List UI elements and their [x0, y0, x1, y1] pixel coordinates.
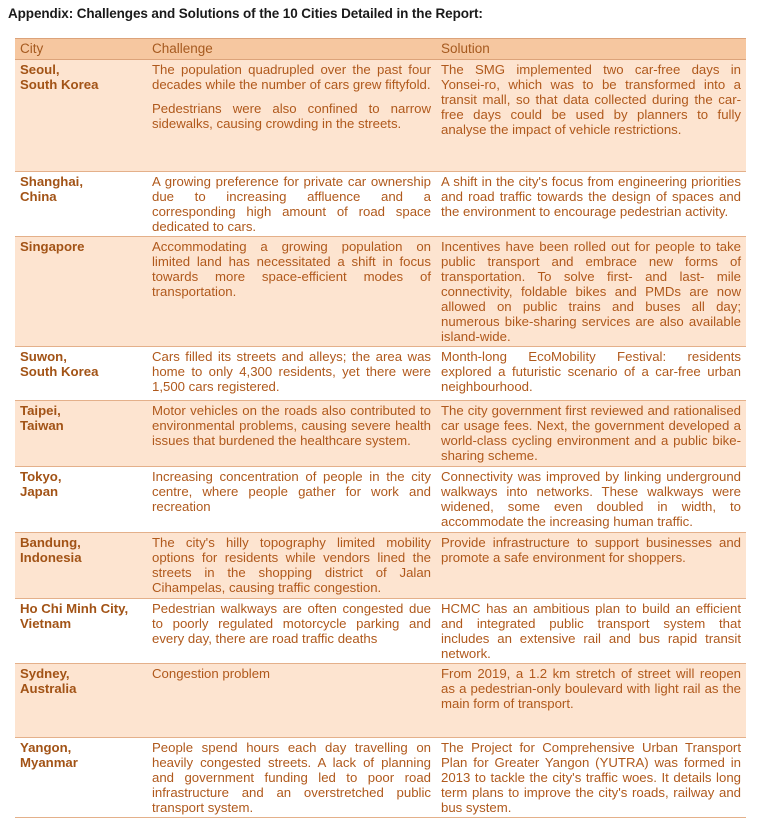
city-country: South Korea — [20, 77, 99, 92]
city-cell — [15, 467, 147, 533]
solution-cell: Provide infrastructure to support businesses and promote a safe environment for shoppers. — [436, 533, 746, 599]
challenge-cell — [147, 60, 436, 172]
city-country: Australia — [20, 681, 77, 696]
city-cell — [15, 738, 147, 818]
city-country: Indonesia — [20, 550, 82, 565]
city-name: Taipei, — [20, 403, 61, 418]
city-country: Vietnam — [20, 616, 72, 631]
challenge-cell: Congestion problem — [147, 664, 436, 738]
city-name: Yangon, — [20, 740, 72, 755]
solution-cell: Incentives have been rolled out for people to take public transport and embrace new forms of transportation. To solve first- and last- mile connectivity, foldable bikes and PMDs are now allowed on public trains and buses all day; numerous bike-sharing services are also available island-wide. — [436, 237, 746, 347]
table-row — [15, 60, 746, 172]
solution-cell: The Project for Comprehensive Urban Transport Plan for Greater Yangon (YUTRA) was formed in 2013 to tackle the city's traffic woes. It details long term plans to improve the city's roads, railway and bus system. — [436, 738, 746, 818]
solution-cell: The city government first reviewed and rationalised car usage fees. Next, the government developed a world-class cycling environment and a public bike-sharing scheme. — [436, 401, 746, 467]
solution-cell: The SMG implemented two car-free days in Yonsei-ro, which was to be transformed into a transit mall, so that data collected during the car-free days could be used by planners to fully analyse the impact of vehicle restrictions. — [436, 60, 746, 172]
city-country: South Korea — [20, 364, 99, 379]
table-row — [15, 347, 746, 401]
challenge-cell: Motor vehicles on the roads also contributed to environmental problems, causing severe health issues that burdened the healthcare system. — [147, 401, 436, 467]
city-name: Ho Chi Minh City, — [20, 601, 129, 616]
challenge-text: The population quadrupled over the past four decades while the number of cars grew fiftyfold. — [152, 62, 431, 92]
table-row — [15, 172, 746, 237]
page-title: Appendix: Challenges and Solutions of the 10 Cities Detailed in the Report: — [8, 6, 483, 21]
city-country: Japan — [20, 484, 59, 499]
city-country: Taiwan — [20, 418, 64, 433]
city-name: Singapore — [20, 239, 85, 254]
city-country: China — [20, 189, 57, 204]
table-row — [15, 664, 746, 738]
city-country: Myanmar — [20, 755, 78, 770]
challenge-cell: A growing preference for private car ownership due to increasing affluence and a corresponding high amount of road space dedicated to cars. — [147, 172, 436, 237]
solution-cell: A shift in the city's focus from engineering priorities and road traffic towards the design of spaces and the environment to encourage pedestrian activity. — [436, 172, 746, 237]
city-name: Seoul, — [20, 62, 60, 77]
challenge-cell: Accommodating a growing population on limited land has necessitated a shift in focus towards more space-efficient modes of transportation. — [147, 237, 436, 347]
table-row — [15, 401, 746, 467]
header-solution: Solution — [436, 39, 746, 60]
city-cell — [15, 599, 147, 664]
city-name: Bandung, — [20, 535, 81, 550]
challenge-text-2: Pedestrians were also confined to narrow sidewalks, causing crowding in the streets. — [152, 101, 431, 131]
city-cell — [15, 401, 147, 467]
city-cell — [15, 533, 147, 599]
header-row — [15, 39, 746, 60]
header-challenge: Challenge — [147, 39, 436, 60]
cities-table — [15, 38, 746, 818]
city-name: Tokyo, — [20, 469, 62, 484]
challenge-cell: Increasing concentration of people in the city centre, where people gather for work and recreation — [147, 467, 436, 533]
solution-cell: Connectivity was improved by linking underground walkways into networks. These walkways were widened, some even doubled in width, to accommodate the increasing human traffic. — [436, 467, 746, 533]
table-row — [15, 533, 746, 599]
table-row — [15, 599, 746, 664]
city-cell — [15, 237, 147, 347]
solution-cell: Month-long EcoMobility Festival: residents explored a futuristic scenario of a car-free urban neighbourhood. — [436, 347, 746, 401]
challenge-cell: Pedestrian walkways are often congested due to poorly regulated motorcycle parking and every day, there are road traffic deaths — [147, 599, 436, 664]
header-city: City — [15, 39, 147, 60]
table-row — [15, 467, 746, 533]
challenge-cell: Cars filled its streets and alleys; the area was home to only 4,300 residents, yet there were 1,500 cars registered. — [147, 347, 436, 401]
challenge-cell: People spend hours each day travelling on heavily congested streets. A lack of planning and government funding led to poor road infrastructure and an overstretched public transport system. — [147, 738, 436, 818]
city-cell — [15, 60, 147, 172]
city-name: Sydney, — [20, 666, 70, 681]
table-row — [15, 738, 746, 818]
solution-cell: From 2019, a 1.2 km stretch of street will reopen as a pedestrian-only boulevard with light rail as the main form of transport. — [436, 664, 746, 738]
table-row — [15, 237, 746, 347]
challenge-cell: The city's hilly topography limited mobility options for residents while vendors lined the streets in the shopping district of Jalan Cihampelas, causing traffic congestion. — [147, 533, 436, 599]
city-name: Shanghai, — [20, 174, 84, 189]
city-cell — [15, 172, 147, 237]
city-cell — [15, 664, 147, 738]
solution-cell: HCMC has an ambitious plan to build an efficient and integrated public transport system that includes an extensive rail and bus rapid transit network. — [436, 599, 746, 664]
city-name: Suwon, — [20, 349, 67, 364]
city-cell — [15, 347, 147, 401]
